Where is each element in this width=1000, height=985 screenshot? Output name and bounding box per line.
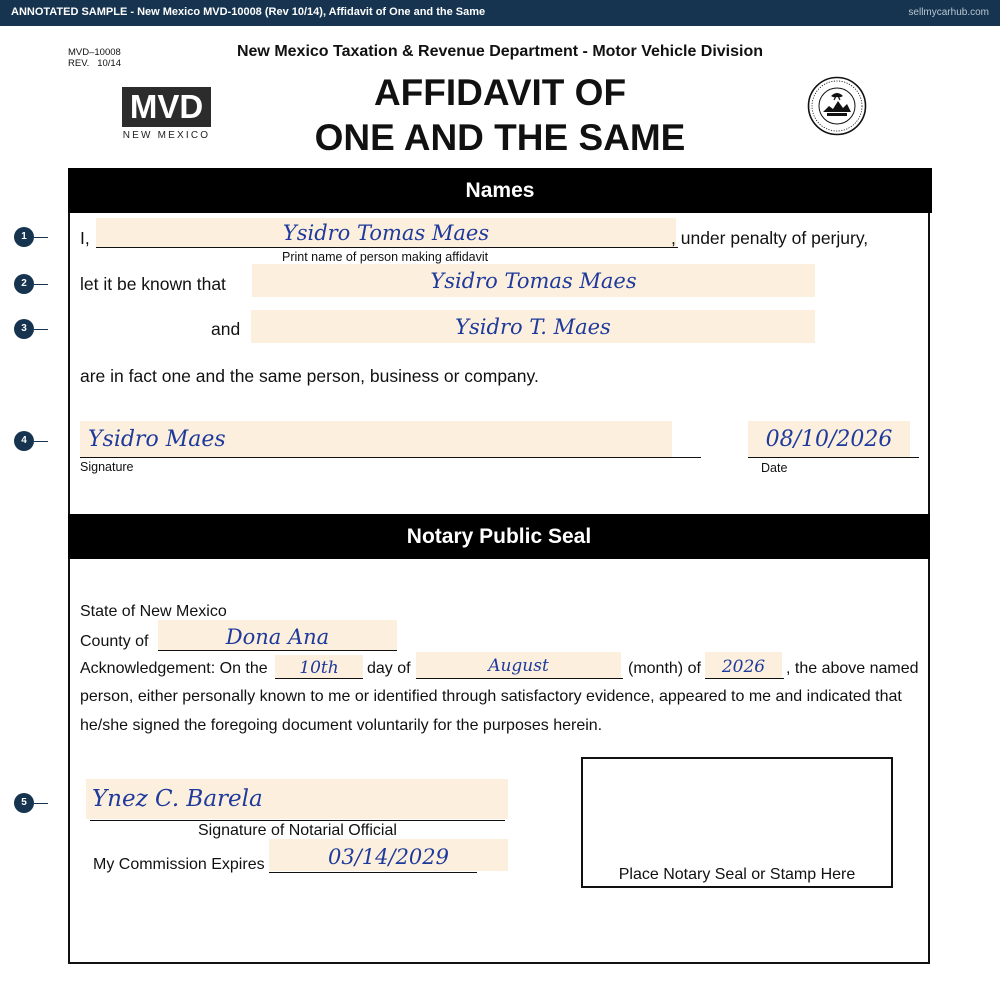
notary-section-heading: Notary Public Seal (68, 514, 930, 559)
affiant-name-value: Ysidro Tomas Maes (282, 221, 490, 245)
annotation-marker-3: 3 (14, 319, 34, 339)
acknowledgement-prefix: Acknowledgement: On the (80, 660, 268, 677)
signature-label: Signature (80, 460, 134, 474)
annotation-marker-4: 4 (14, 431, 34, 451)
name-one-value: Ysidro Tomas Maes (430, 269, 637, 293)
notary-signature-value: Ynez C. Barela (92, 786, 263, 812)
banner-site[interactable]: sellmycarhub.com (908, 7, 989, 18)
notary-signature-underline (90, 820, 505, 821)
i-label: I, (80, 228, 90, 248)
county-value: Dona Ana (225, 625, 330, 649)
let-it-be-known-label: let it be known that (80, 274, 226, 294)
notary-signature-label: Signature of Notarial Official (198, 822, 397, 839)
acknowledgement-line-3: he/she signed the foregoing document voluntarily for the purposes herein. (80, 717, 603, 734)
annotation-marker-4-line (34, 441, 48, 442)
name-two-value: Ysidro T. Maes (455, 315, 611, 339)
county-underline (158, 650, 397, 651)
date-value: 08/10/2026 (765, 427, 893, 452)
day-value: 10th (299, 658, 339, 678)
commission-expires-label: My Commission Expires (93, 856, 265, 873)
annotation-marker-5-line (34, 803, 48, 804)
state-seal-icon (807, 76, 867, 136)
annotation-marker-1: 1 (14, 227, 34, 247)
penalty-text: , under penalty of perjury, (671, 228, 869, 248)
commission-expires-underline (269, 872, 477, 873)
month-underline (416, 678, 623, 679)
month-of-label: (month) of (628, 660, 701, 677)
form-title-line-2: ONE AND THE SAME (314, 117, 686, 158)
form-revision: REV. 10/14 (68, 58, 121, 69)
commission-expires-value: 03/14/2029 (327, 845, 450, 869)
day-of-label: day of (367, 660, 411, 677)
state-line: State of New Mexico (80, 603, 227, 620)
annotation-marker-3-line (34, 329, 48, 330)
year-value: 2026 (721, 657, 766, 677)
and-label: and (211, 319, 241, 339)
date-label: Date (761, 461, 788, 475)
department-name: New Mexico Taxation & Revenue Department - Motor Vehicle Division (236, 43, 764, 60)
print-name-caption: Print name of person making affidavit (282, 250, 489, 264)
acknowledgement-line-2: person, either personally known to me or identified through satisfactory evidence, appeared to me and indicated that (80, 688, 902, 705)
mvd-logo: MVD (122, 87, 211, 127)
signature-underline (80, 457, 701, 458)
annotation-banner (0, 0, 1000, 26)
acknowledgement-suffix: , the above named (786, 660, 919, 677)
annotation-marker-2: 2 (14, 274, 34, 294)
form-title-line-1: AFFIDAVIT OF (373, 72, 627, 113)
date-underline (748, 457, 919, 458)
annotation-marker-5: 5 (14, 793, 34, 813)
form-number: MVD–10008 (68, 47, 121, 58)
stamp-caption: Place Notary Seal or Stamp Here (618, 866, 856, 883)
annotation-marker-2-line (34, 284, 48, 285)
month-value: August (488, 656, 549, 676)
day-underline (275, 678, 363, 679)
same-person-statement: are in fact one and the same person, business or company. (80, 366, 539, 386)
names-section-heading: Names (68, 168, 932, 213)
year-underline (705, 678, 784, 679)
county-label: County of (80, 633, 149, 650)
annotation-marker-1-line (34, 237, 48, 238)
affiant-signature-value: Ysidro Maes (88, 427, 226, 452)
affiant-name-underline (96, 247, 678, 248)
mvd-logo-subtitle: NEW MEXICO (122, 130, 211, 141)
banner-title: ANNOTATED SAMPLE - New Mexico MVD-10008 (Rev 10/14), Affidavit of One and the Same (11, 6, 486, 18)
